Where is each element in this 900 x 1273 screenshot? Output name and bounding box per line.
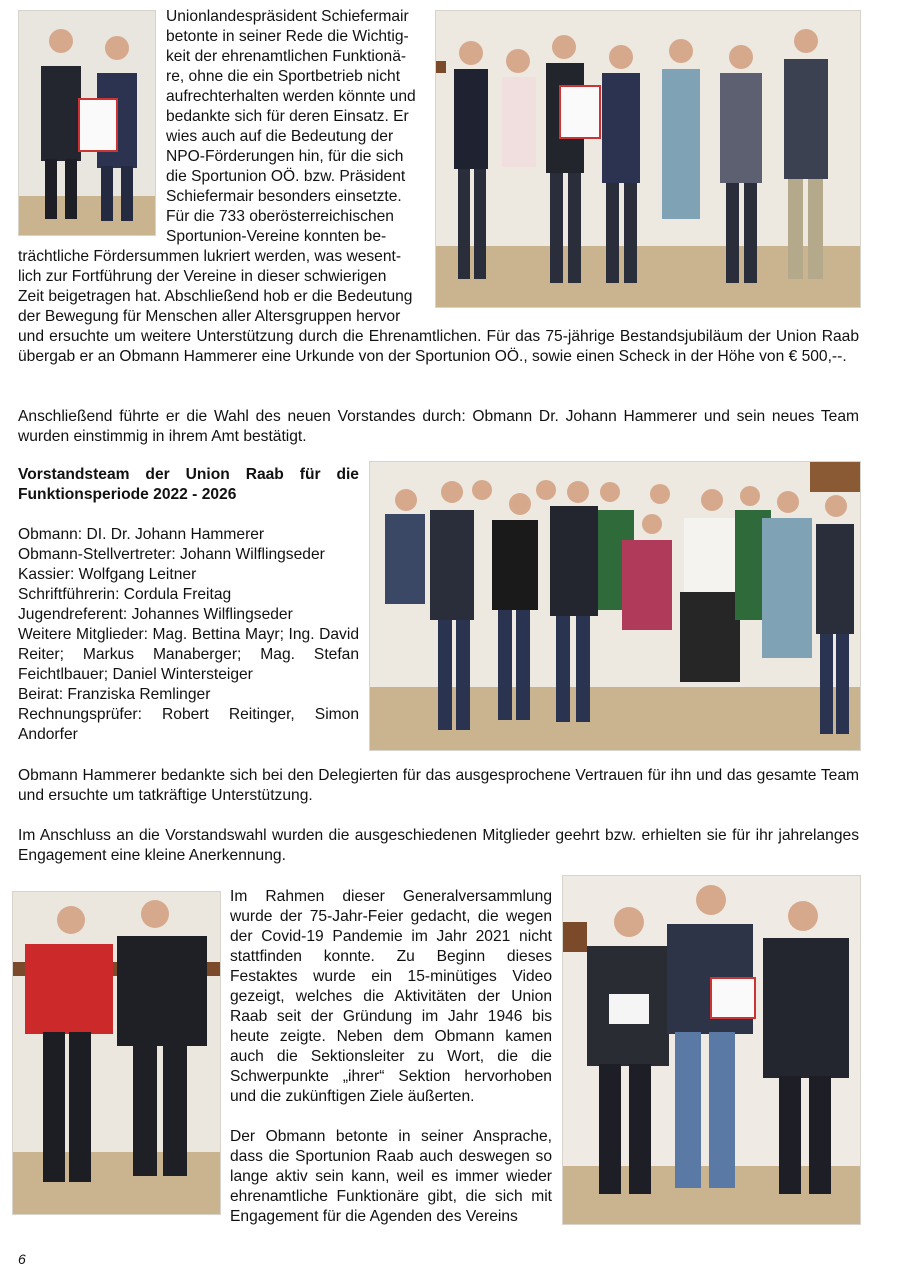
- photo-group-with-president: [435, 10, 861, 308]
- board-member: Kassier: Wolfgang Leitner: [18, 566, 197, 583]
- intro-paragraph-end: und ersuchte um weitere Unterstützung durch die Ehrenamtlichen. Für das 75-jährige Bestandsjubiläum der Union Raab übergab er an Obmann Hammerer eine Urkunde von der Sportunion OÖ., sowie einen Scheck in der Höhe von € 500,--.: [18, 328, 859, 365]
- intro-line: der Bewegung für Menschen aller Altersgruppen hervor: [18, 308, 401, 325]
- board-member: Obmann: DI. Dr. Johann Hammerer: [18, 526, 265, 543]
- closing-text: Der Obmann betonte in seiner Ansprache, dass die Sportunion Raab auch deswegen so lange aktiv sein kann, weil es immer wieder ehrenamtliche Funktionäre gibt, die sich mit Engagement für die Agenden des Vereins: [230, 1128, 552, 1225]
- board-member: Jugendreferent: Johannes Wilflingseder: [18, 606, 293, 623]
- election-paragraph: [18, 407, 859, 447]
- intro-line: keit der ehrenamtlichen Funktionä-: [166, 48, 407, 65]
- thanks-text: Obmann Hammerer bedankte sich bei den Delegierten für das ausgesprochene Vertrauen für ihn und das gesamte Team und ersuchte um tatkräftige Unterstützung.: [18, 767, 859, 804]
- photo-certificate-handover: [18, 10, 156, 236]
- intro-wide-column: [18, 247, 425, 327]
- board-member: Beirat: Franziska Remlinger: [18, 686, 211, 703]
- intro-line: Unionlandespräsident Schiefermair: [166, 8, 409, 25]
- intro-line: re, ohne die ein Sportbetrieb nicht: [166, 68, 401, 85]
- page-number: 6: [18, 1251, 26, 1267]
- celebration-text: Im Rahmen dieser Generalversammlung wurde der 75-Jahr-Feier gedacht, die wegen der Covid-19 Pandemie im Jahr 2021 nicht stattfinden konnte. Zu Beginn dieses Festaktes wurde ein 15-minütiges Video gezeigt, welches die Aktivitäten der Union Raab seit der Gründung im Jahr 1946 bis heute zeigte. Neben dem Obmann kamen auch die Sektionsleiter zu Wort, die die Schwerpunkte „ihrer“ Sektion hervorhoben und die zukünftigen Ziele äußerten.: [230, 888, 552, 1105]
- honors-paragraph: [18, 826, 859, 866]
- thanks-paragraph: [18, 766, 859, 806]
- intro-line: trächtliche Fördersummen lukriert werden, was wesent-: [18, 248, 402, 265]
- board-list: [18, 465, 359, 745]
- election-text: Anschließend führte er die Wahl des neuen Vorstandes durch: Obmann Dr. Johann Hammerer und sein neues Team wurden einstimmig in ihrem Amt bestätigt.: [18, 408, 859, 445]
- intro-line: aufrechterhalten werden könnte und: [166, 88, 416, 105]
- photo-three-men-certificate: [562, 875, 861, 1225]
- intro-narrow-column: [166, 7, 425, 247]
- board-member: Weitere Mitglieder: Mag. Bettina Mayr; Ing. David Reiter; Markus Manaberger; Mag. Stefan Feichtlbauer; Daniel Wintersteiger: [18, 626, 359, 683]
- intro-line: Schiefermair besonders einsetzte.: [166, 188, 402, 205]
- intro-line: lich zur Fortführung der Vereine in dieser schwierigen: [18, 268, 387, 285]
- intro-line: die Sportunion OÖ. bzw. Präsident: [166, 168, 406, 185]
- photo-honoring-member: [12, 891, 221, 1215]
- honors-text: Im Anschluss an die Vorstandswahl wurden die ausgeschiedenen Mitglieder geehrt bzw. erhielten sie für ihr jahrelanges Engagement eine kleine Anerkennung.: [18, 827, 859, 864]
- board-heading: Vorstandsteam der Union Raab für die Funktionsperiode 2022 - 2026: [18, 466, 359, 503]
- intro-line: Zeit beigetragen hat. Abschließend hob er die Bedeutung: [18, 288, 413, 305]
- intro-full-width: [18, 327, 859, 367]
- board-member: Schriftführerin: Cordula Freitag: [18, 586, 232, 603]
- photo-board-team: [369, 461, 861, 751]
- intro-line: bedankte sich für deren Einsatz. Er: [166, 108, 409, 125]
- board-member: Obmann-Stellvertreter: Johann Wilflingseder: [18, 546, 325, 563]
- board-member: Rechnungsprüfer: Robert Reitinger, Simon Andorfer: [18, 706, 359, 743]
- celebration-column: [230, 887, 552, 1227]
- intro-line: betonte in seiner Rede die Wichtig-: [166, 28, 409, 45]
- intro-line: wies auch auf die Bedeutung der: [166, 128, 394, 145]
- intro-line: Sportunion-Vereine konnten be-: [166, 228, 387, 245]
- intro-line: NPO-Förderungen hin, für die sich: [166, 148, 404, 165]
- intro-line: Für die 733 oberösterreichischen: [166, 208, 394, 225]
